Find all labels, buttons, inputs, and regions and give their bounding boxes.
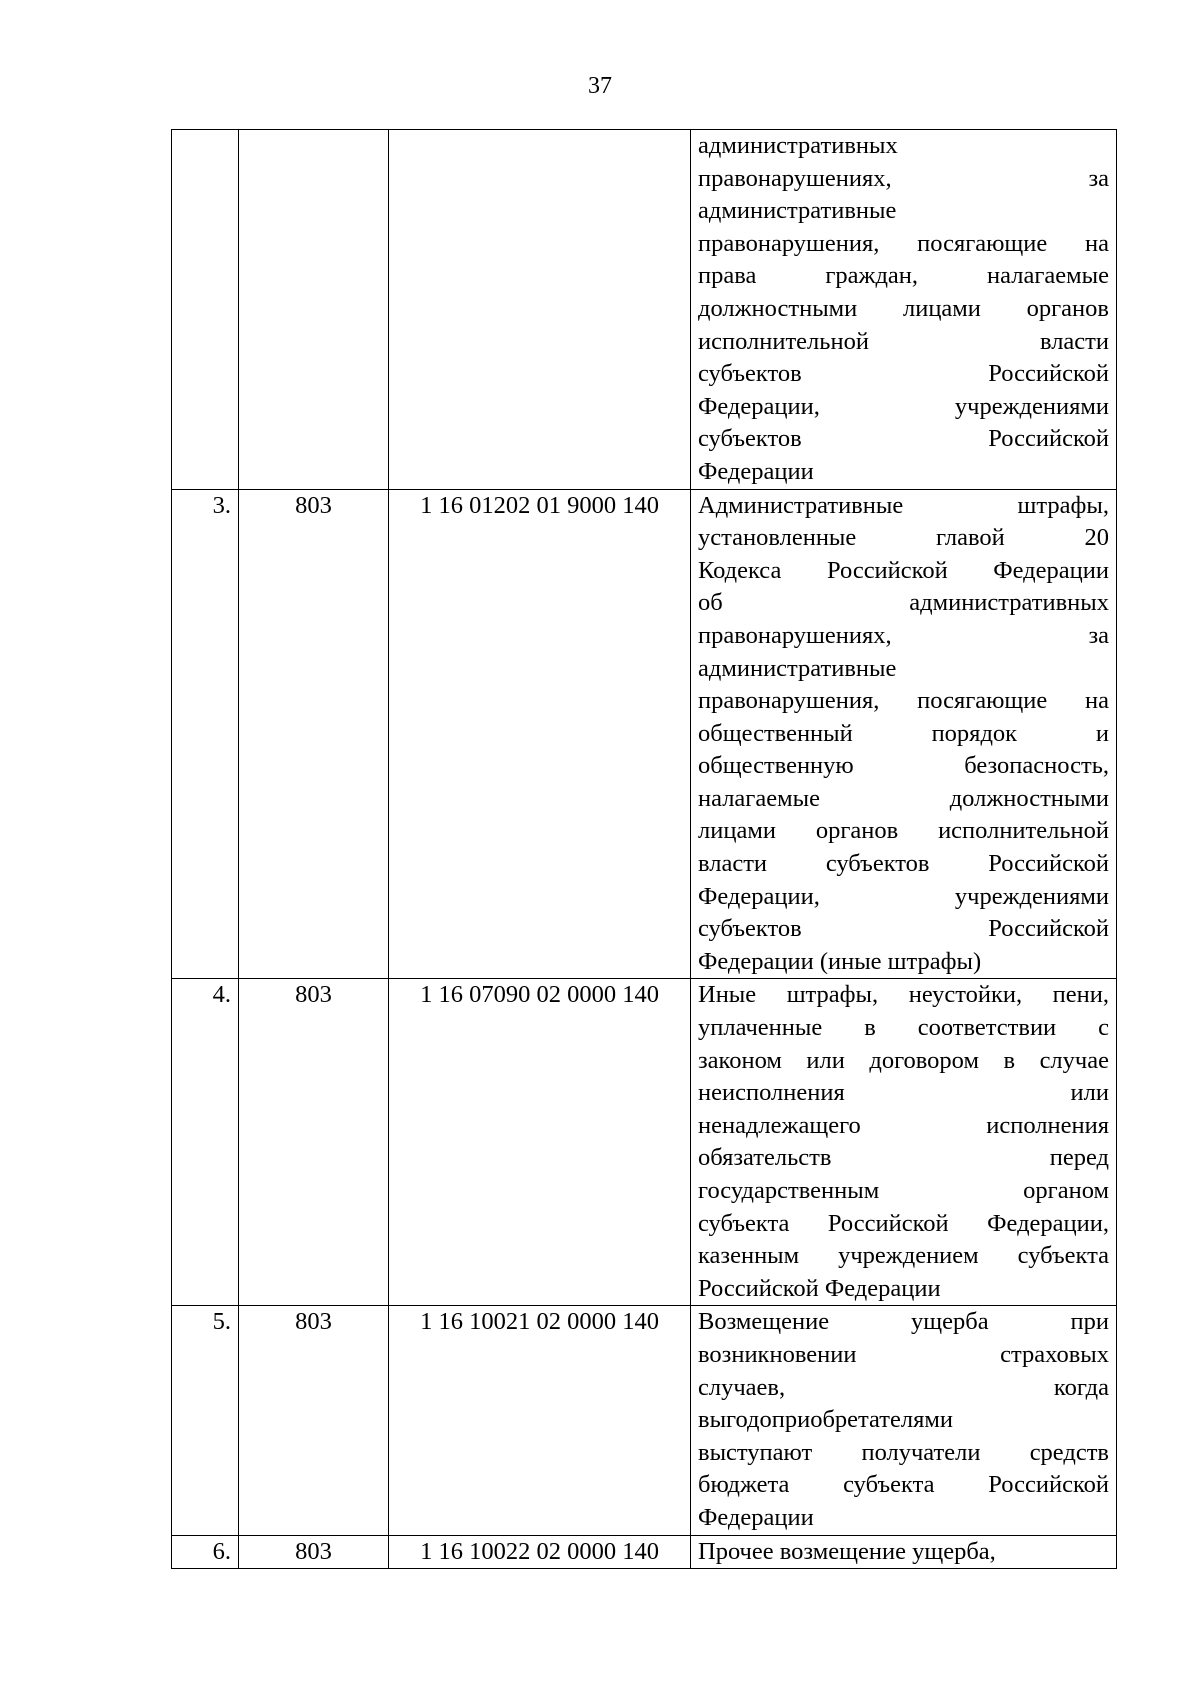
description-line: ненадлежащего исполнения: [698, 1111, 1109, 1139]
revenue-codes-table: [171, 129, 1117, 1569]
description-line: общественный порядок и: [698, 719, 1109, 747]
description-line: Кодекса Российской Федерации: [698, 556, 1109, 584]
kbk-code-cell: 1 16 07090 02 0000 140: [389, 979, 691, 1306]
description-line: Федерации: [698, 457, 814, 485]
kbk-code-cell: 1 16 01202 01 9000 140: [389, 489, 691, 979]
row-number-cell: 4.: [172, 979, 239, 1306]
description-line: обязательств перед: [698, 1144, 1109, 1172]
description-line: казенным учреждением субъекта: [698, 1242, 1109, 1270]
description-line: должностными лицами органов: [698, 294, 1109, 322]
description-line: правонарушения, посягающие на: [698, 229, 1109, 257]
table-row: [172, 130, 1117, 490]
description-line: субъектов Российской: [698, 915, 1109, 943]
description-line: исполнительной власти: [698, 327, 1109, 355]
description-line: налагаемые должностными: [698, 784, 1109, 812]
description-line: правонарушениях, за: [698, 621, 1109, 649]
description-line: уплаченные в соответствии с: [698, 1014, 1109, 1042]
row-number-cell: 5.: [172, 1306, 239, 1535]
table-row: [172, 1306, 1117, 1535]
kbk-code-cell: [389, 130, 691, 490]
description-line: субъекта Российской Федерации,: [698, 1209, 1109, 1237]
row-number-cell: [172, 130, 239, 490]
description-line: правонарушения, посягающие на: [698, 687, 1109, 715]
description-cell: [691, 489, 1117, 979]
description-line: лицами органов исполнительной: [698, 817, 1109, 845]
description-cell: [691, 979, 1117, 1306]
description-line: правонарушениях, за: [698, 164, 1109, 192]
description-line: административных: [698, 132, 898, 159]
description-line: субъектов Российской: [698, 360, 1109, 388]
description-line: возникновении страховых: [698, 1340, 1109, 1368]
description-line: неисполнения или: [698, 1079, 1109, 1107]
description-cell: [691, 130, 1117, 490]
description-line: Возмещение ущерба при: [698, 1308, 1109, 1336]
description-line: Федерации, учреждениями: [698, 882, 1109, 910]
description-line: государственным органом: [698, 1177, 1109, 1204]
description-line: административные: [698, 654, 897, 682]
description-cell: [691, 1306, 1117, 1535]
kbk-code-cell: 1 16 10022 02 0000 140: [389, 1535, 691, 1569]
description-line: Иные штрафы, неустойки, пени,: [698, 981, 1109, 1009]
page-number: 37: [588, 73, 612, 99]
row-number-cell: 6.: [172, 1535, 239, 1569]
admin-code-cell: 803: [239, 979, 389, 1306]
description-line: выгодоприобретателями: [698, 1406, 953, 1434]
kbk-code-cell: 1 16 10021 02 0000 140: [389, 1306, 691, 1535]
admin-code-cell: 803: [239, 489, 389, 979]
description-line: случаев, когда: [698, 1373, 1109, 1401]
description-line: Федерации: [698, 1503, 814, 1531]
description-line: права граждан, налагаемые: [698, 262, 1109, 290]
description-line: Прочее возмещение ущерба,: [698, 1537, 996, 1565]
description-line: Федерации, учреждениями: [698, 392, 1109, 420]
description-line: Административные штрафы,: [698, 491, 1109, 519]
description-line: власти субъектов Российской: [698, 850, 1109, 878]
row-number-cell: 3.: [172, 489, 239, 979]
table-row: [172, 979, 1117, 1306]
description-line: субъектов Российской: [698, 425, 1109, 453]
admin-code-cell: 803: [239, 1535, 389, 1569]
table-row: [172, 1535, 1117, 1569]
description-line: выступают получатели средств: [698, 1438, 1109, 1466]
description-line: об административных: [698, 589, 1109, 617]
description-cell: [691, 1535, 1117, 1569]
description-line: установленные главой 20: [698, 524, 1109, 552]
description-line: общественную безопасность,: [698, 752, 1109, 780]
description-line: законом или договором в случае: [698, 1046, 1109, 1074]
admin-code-cell: 803: [239, 1306, 389, 1535]
table-body: [172, 130, 1117, 1569]
description-line: Российской Федерации: [698, 1274, 941, 1302]
description-line: Федерации (иные штрафы): [698, 947, 982, 975]
description-line: бюджета субъекта Российской: [698, 1471, 1109, 1499]
admin-code-cell: [239, 130, 389, 490]
table-row: [172, 489, 1117, 979]
description-line: административные: [698, 197, 897, 225]
